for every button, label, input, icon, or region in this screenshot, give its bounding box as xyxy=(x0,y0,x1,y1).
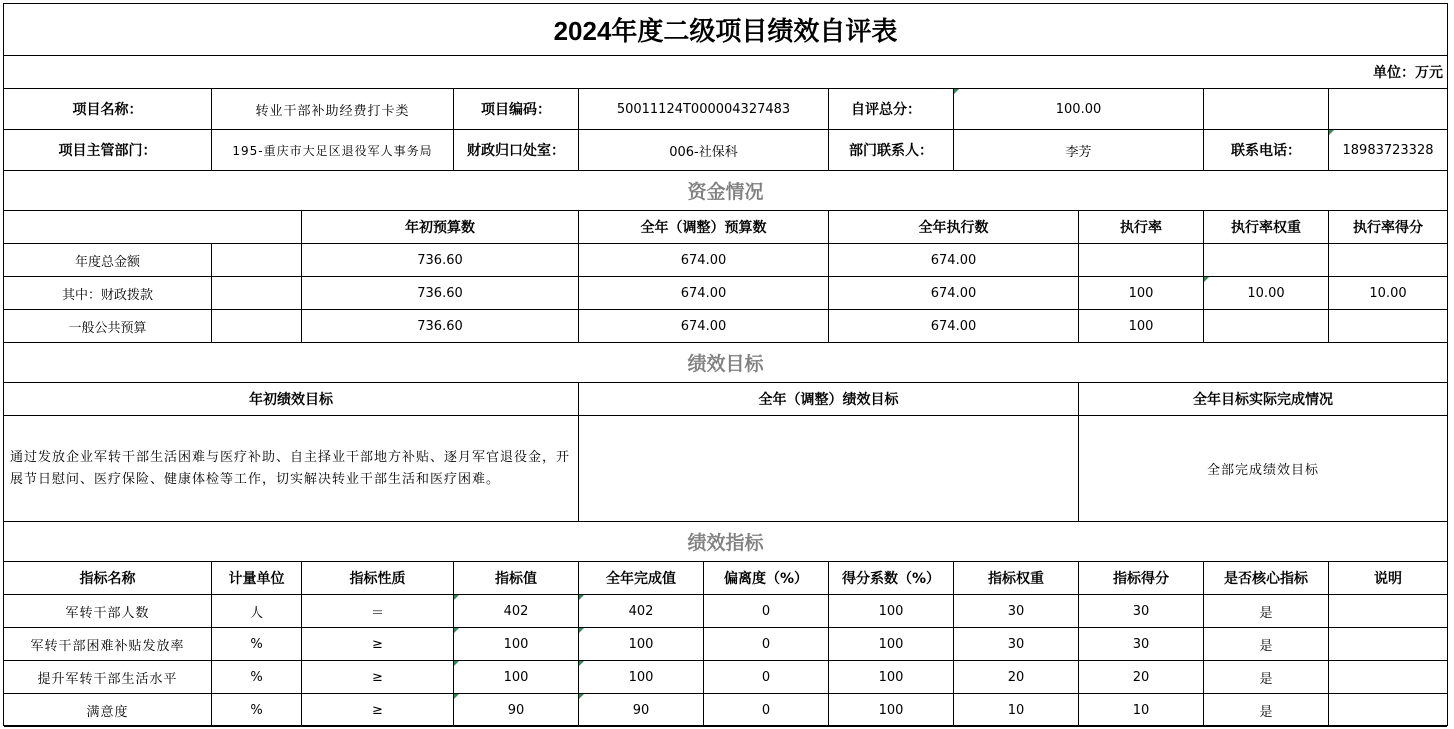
indicator-nature: ≥ xyxy=(302,628,454,661)
indicator-deviation: 0 xyxy=(704,661,829,694)
score-value: 100.00 xyxy=(954,89,1204,130)
funds-header: 年初预算数 xyxy=(302,211,579,244)
funds-header: 执行率得分 xyxy=(1329,211,1447,244)
score-label: 自评总分： xyxy=(829,89,954,130)
indicator-score: 30 xyxy=(1079,628,1204,661)
project-code-label: 项目编码： xyxy=(454,89,579,130)
project-code-value: 50011124T000004327483 xyxy=(579,89,829,130)
funds-cell xyxy=(1329,310,1447,343)
sheet-title: 2024年度二级项目绩效自评表 xyxy=(4,4,1447,56)
funds-cell: 100 xyxy=(1079,310,1204,343)
funds-section-title: 资金情况 xyxy=(4,171,1447,211)
indicator-score: 20 xyxy=(1079,661,1204,694)
funds-row-gap xyxy=(212,277,302,310)
funds-row-label: 一般公共预算 xyxy=(4,310,212,343)
contact-label: 部门联系人： xyxy=(829,130,954,171)
funds-cell xyxy=(1079,244,1204,277)
indicator-note xyxy=(1329,661,1447,694)
indicator-deviation: 0 xyxy=(704,694,829,727)
project-name-label: 项目名称： xyxy=(4,89,212,130)
indicator-target: 100 xyxy=(454,628,579,661)
funds-cell: 736.60 xyxy=(302,244,579,277)
indicator-unit: % xyxy=(212,694,302,727)
indicator-header: 指标得分 xyxy=(1079,562,1204,595)
goals-header: 全年目标实际完成情况 xyxy=(1079,383,1447,416)
indicator-score: 30 xyxy=(1079,595,1204,628)
funds-cell: 10.00 xyxy=(1204,277,1329,310)
funds-cell: 736.60 xyxy=(302,277,579,310)
indicator-nature: ≥ xyxy=(302,661,454,694)
indicator-name: 军转干部人数 xyxy=(4,595,212,628)
funds-cell: 736.60 xyxy=(302,310,579,343)
finance-label: 财政归口处室： xyxy=(454,130,579,171)
indicator-actual: 90 xyxy=(579,694,704,727)
dept-label: 项目主管部门： xyxy=(4,130,212,171)
indicator-deviation: 0 xyxy=(704,628,829,661)
indicator-nature: ＝ xyxy=(302,595,454,628)
unit-label: 单位：万元 xyxy=(4,56,1447,89)
funds-row-gap xyxy=(212,244,302,277)
indicator-coef: 100 xyxy=(829,628,954,661)
funds-cell: 674.00 xyxy=(829,310,1079,343)
dept-value: 195-重庆市大足区退役军人事务局 xyxy=(212,130,454,171)
funds-header: 执行率权重 xyxy=(1204,211,1329,244)
indicator-header: 全年完成值 xyxy=(579,562,704,595)
funds-row-gap xyxy=(212,310,302,343)
goals-section-title: 绩效目标 xyxy=(4,343,1447,383)
funds-cell: 100 xyxy=(1079,277,1204,310)
finance-value: 006-社保科 xyxy=(579,130,829,171)
indicator-weight: 10 xyxy=(954,694,1079,727)
indicator-score: 10 xyxy=(1079,694,1204,727)
goals-header: 年初绩效目标 xyxy=(4,383,579,416)
indicator-actual: 100 xyxy=(579,628,704,661)
actual-goal-text: 全部完成绩效目标 xyxy=(1079,416,1447,522)
indicator-actual: 402 xyxy=(579,595,704,628)
indicator-deviation: 0 xyxy=(704,595,829,628)
indicator-target: 402 xyxy=(454,595,579,628)
indicator-core: 是 xyxy=(1204,628,1329,661)
project-name-value: 转业干部补助经费打卡类 xyxy=(212,89,454,130)
indicator-name: 军转干部困难补贴发放率 xyxy=(4,628,212,661)
indicator-coef: 100 xyxy=(829,694,954,727)
indicator-unit: % xyxy=(212,661,302,694)
indicator-unit: 人 xyxy=(212,595,302,628)
indicator-note xyxy=(1329,694,1447,727)
contact-value: 李芳 xyxy=(954,130,1204,171)
indicator-weight: 20 xyxy=(954,661,1079,694)
adjusted-goal-text xyxy=(579,416,1079,522)
indicator-core: 是 xyxy=(1204,595,1329,628)
indicator-header: 指标权重 xyxy=(954,562,1079,595)
indicator-header: 偏离度（%） xyxy=(704,562,829,595)
phone-value: 18983723328 xyxy=(1329,130,1447,171)
indicator-target: 90 xyxy=(454,694,579,727)
indicators-section-title: 绩效指标 xyxy=(4,522,1447,562)
empty-cell xyxy=(1204,89,1329,130)
indicator-header: 是否核心指标 xyxy=(1204,562,1329,595)
empty-cell xyxy=(1329,89,1447,130)
initial-goal-text: 通过发放企业军转干部生活困难与医疗补助、自主择业干部地方补贴、逐月军官退役金，开展节日慰问、医疗保险、健康体检等工作，切实解决转业干部生活和医疗困难。 xyxy=(4,416,579,522)
indicator-header: 指标名称 xyxy=(4,562,212,595)
funds-cell: 674.00 xyxy=(829,244,1079,277)
indicator-core: 是 xyxy=(1204,694,1329,727)
indicator-header: 计量单位 xyxy=(212,562,302,595)
indicator-weight: 30 xyxy=(954,595,1079,628)
indicator-actual: 100 xyxy=(579,661,704,694)
funds-header-blank xyxy=(4,211,302,244)
indicator-name: 满意度 xyxy=(4,694,212,727)
indicator-coef: 100 xyxy=(829,661,954,694)
funds-cell xyxy=(1204,310,1329,343)
indicator-header: 指标性质 xyxy=(302,562,454,595)
funds-header: 全年执行数 xyxy=(829,211,1079,244)
indicator-header: 指标值 xyxy=(454,562,579,595)
funds-row-label: 年度总金额 xyxy=(4,244,212,277)
funds-row-label: 其中：财政拨款 xyxy=(4,277,212,310)
indicator-header: 得分系数（%） xyxy=(829,562,954,595)
indicator-note xyxy=(1329,595,1447,628)
funds-cell xyxy=(1204,244,1329,277)
phone-label: 联系电话： xyxy=(1204,130,1329,171)
indicator-name: 提升军转干部生活水平 xyxy=(4,661,212,694)
funds-cell: 10.00 xyxy=(1329,277,1447,310)
funds-header: 全年（调整）预算数 xyxy=(579,211,829,244)
funds-cell: 674.00 xyxy=(579,310,829,343)
indicator-coef: 100 xyxy=(829,595,954,628)
goals-header: 全年（调整）绩效目标 xyxy=(579,383,1079,416)
funds-cell xyxy=(1329,244,1447,277)
self-evaluation-sheet xyxy=(3,3,1448,726)
indicator-unit: % xyxy=(212,628,302,661)
funds-header: 执行率 xyxy=(1079,211,1204,244)
funds-cell: 674.00 xyxy=(579,277,829,310)
indicator-weight: 30 xyxy=(954,628,1079,661)
indicator-note xyxy=(1329,628,1447,661)
funds-cell: 674.00 xyxy=(829,277,1079,310)
indicator-core: 是 xyxy=(1204,661,1329,694)
funds-cell: 674.00 xyxy=(579,244,829,277)
indicator-nature: ≥ xyxy=(302,694,454,727)
indicator-header: 说明 xyxy=(1329,562,1447,595)
indicator-target: 100 xyxy=(454,661,579,694)
